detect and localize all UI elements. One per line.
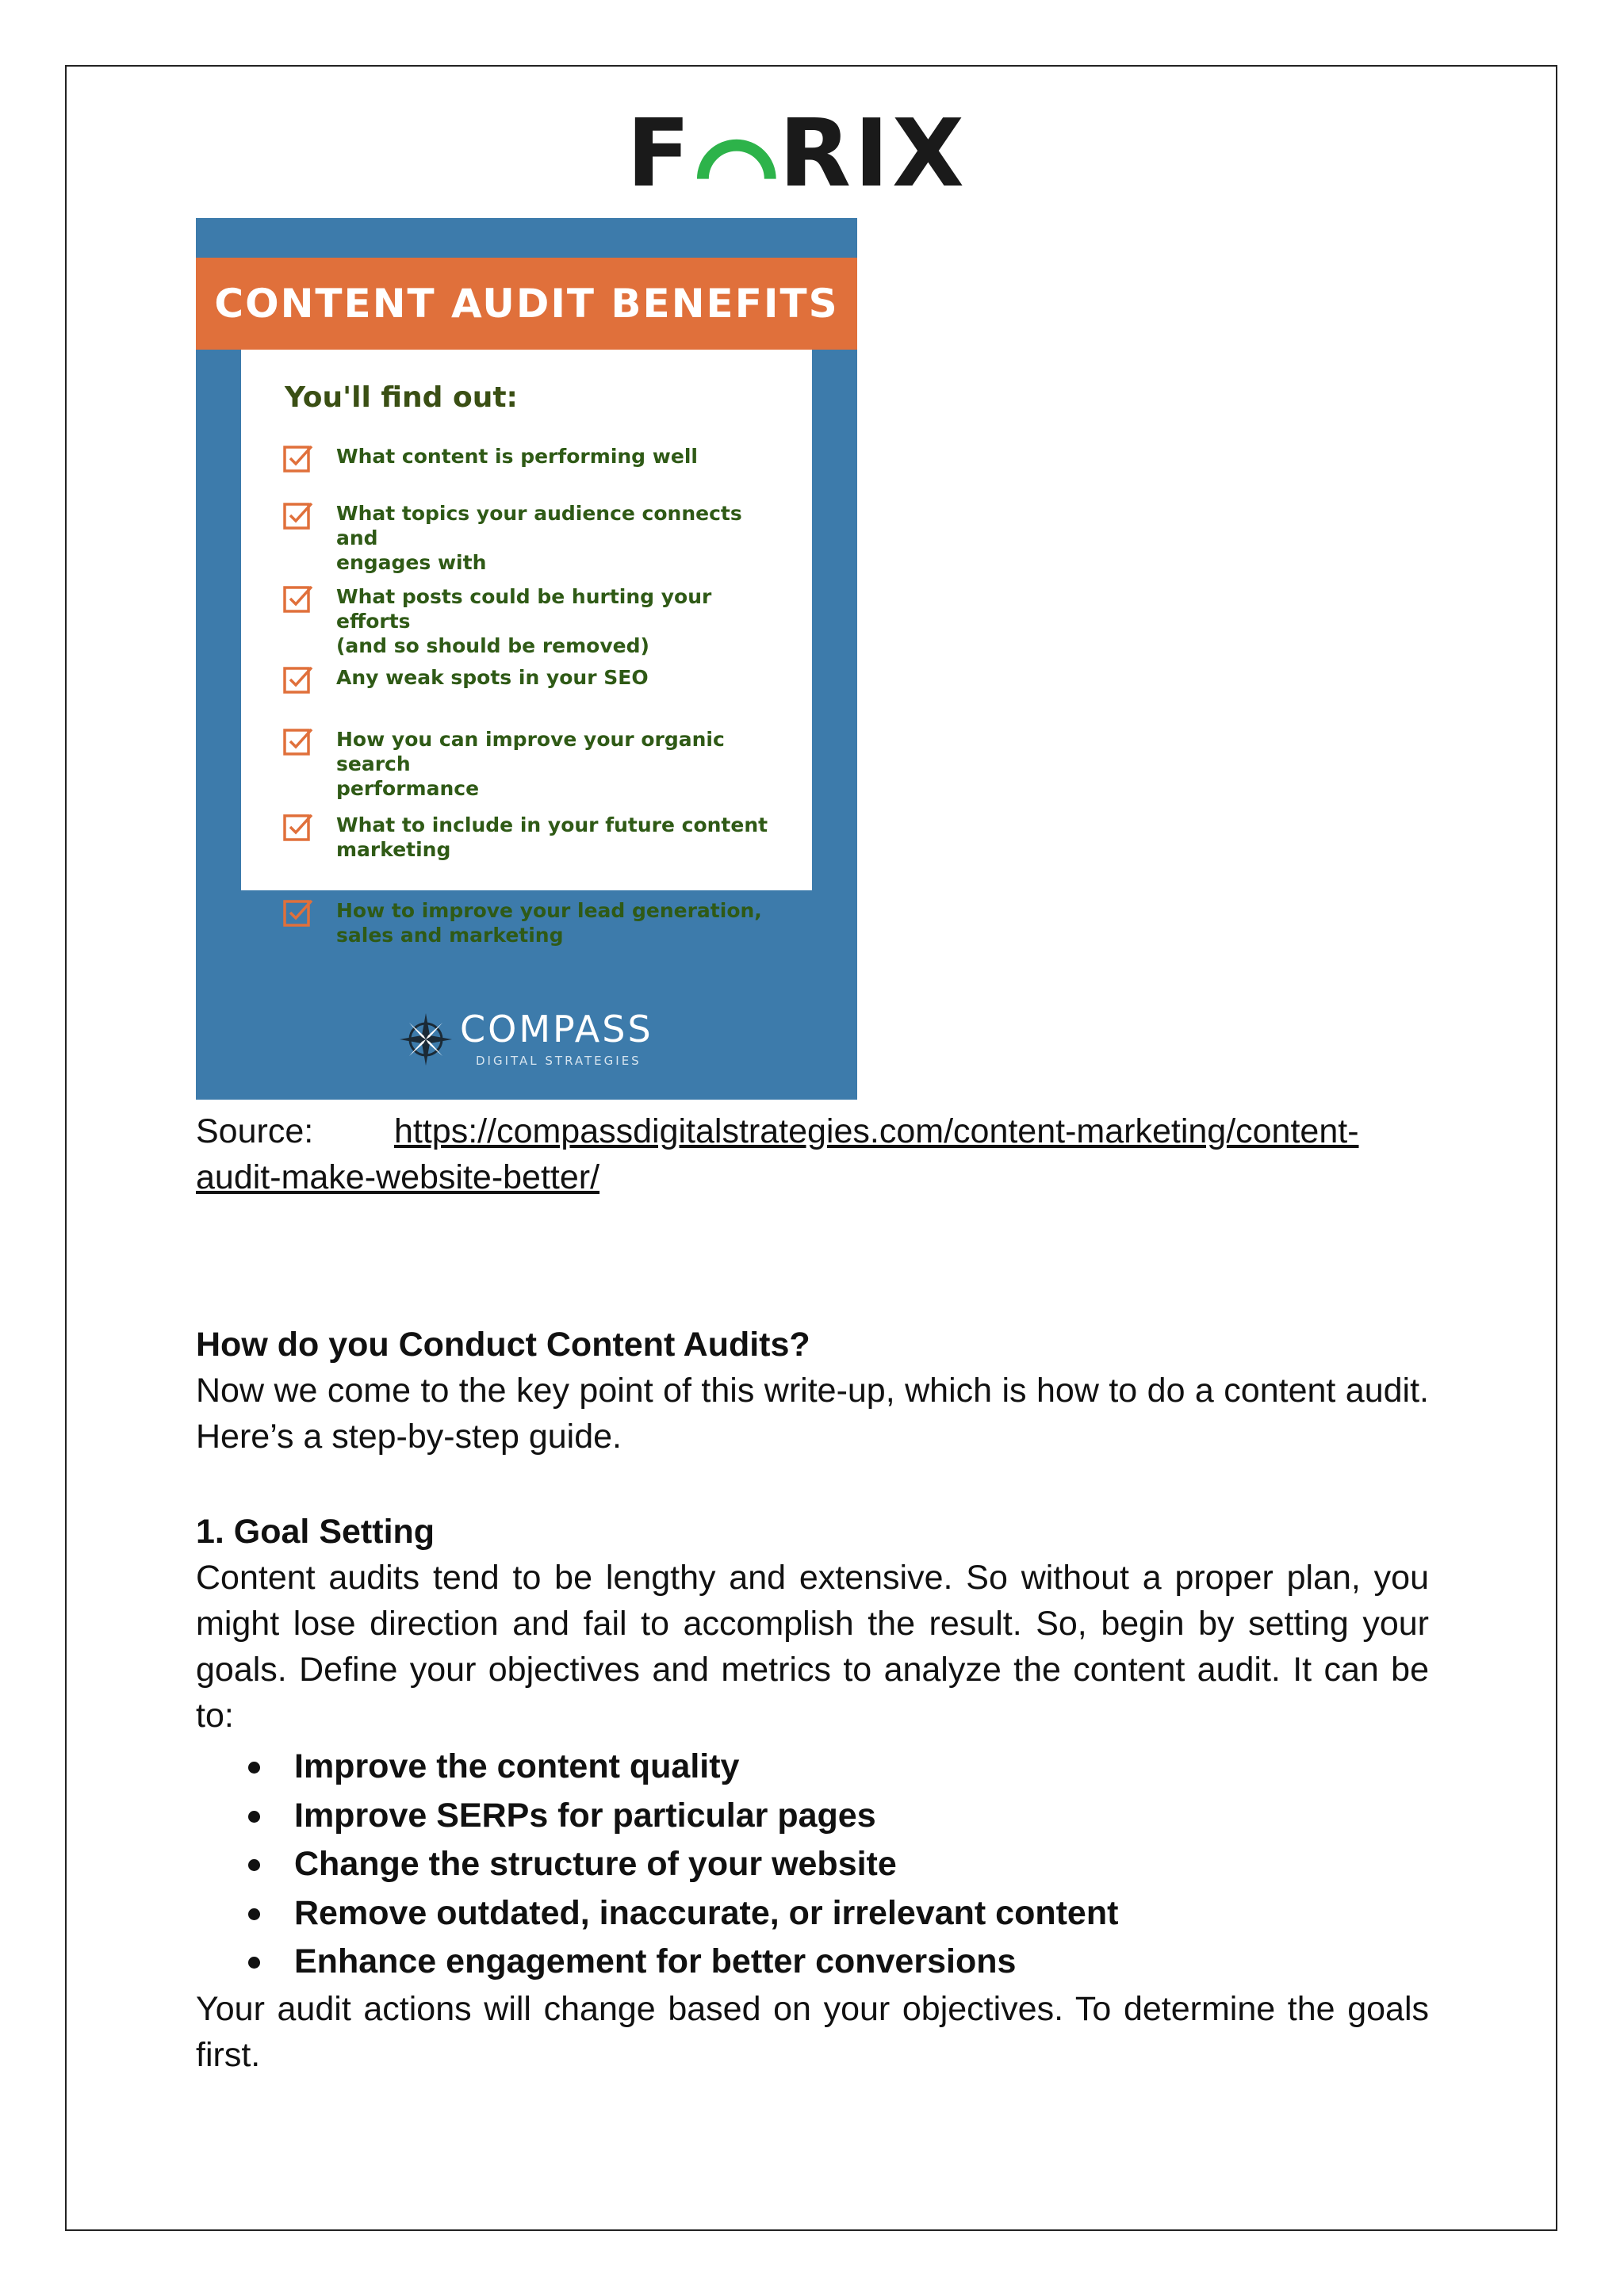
benefit-text: sales and marketing — [336, 924, 564, 947]
benefit-text: How you can improve your organic search — [336, 728, 725, 775]
list-item — [196, 1889, 1118, 1938]
bullet-icon — [248, 1811, 260, 1823]
benefit-text: performance — [336, 777, 480, 800]
benefit-item — [282, 727, 790, 801]
benefit-text: What posts could be hurting your efforts — [336, 585, 712, 633]
section-heading: 1. Goal Setting — [196, 1513, 435, 1551]
checkbox-icon — [282, 664, 314, 695]
benefit-item — [282, 584, 790, 658]
infographic-title: CONTENT AUDIT BENEFITS — [196, 258, 857, 350]
source-citation — [196, 1108, 1429, 1200]
source-link[interactable]: https://compassdigitalstrategies.com/content-marketing/content- — [394, 1112, 1359, 1150]
section-goal-setting — [196, 1509, 1429, 1739]
logo-letters-rix: RIX — [779, 98, 967, 208]
forix-logo — [626, 98, 967, 208]
checkbox-icon — [282, 897, 314, 928]
checkbox-icon — [282, 442, 314, 474]
goals-list — [196, 1743, 1118, 1987]
compass-brand-name: COMPASS — [460, 1008, 653, 1050]
checkbox-icon — [282, 811, 314, 843]
compass-logo — [398, 1008, 653, 1068]
checkbox-icon — [282, 725, 314, 757]
benefit-text: What to include in your future content — [336, 813, 768, 836]
benefit-item — [282, 444, 790, 474]
list-item — [196, 1938, 1118, 1987]
benefit-item — [282, 501, 790, 575]
compass-star-icon — [398, 1012, 454, 1067]
list-item-text: Improve the content quality — [294, 1747, 740, 1785]
benefit-text: marketing — [336, 838, 451, 861]
benefit-text: Any weak spots in your SEO — [336, 666, 649, 689]
source-label: Source: — [196, 1112, 314, 1150]
benefit-text: What topics your audience connects and — [336, 502, 742, 549]
list-item — [196, 1792, 1118, 1841]
benefit-text: (and so should be removed) — [336, 634, 649, 657]
list-item-text: Enhance engagement for better conversions — [294, 1942, 1017, 1980]
source-link-continued[interactable]: audit-make-website-better/ — [196, 1158, 600, 1196]
section-conduct-audits — [196, 1322, 1429, 1460]
benefit-text: What content is performing well — [336, 445, 698, 468]
infographic-heading: You'll find out: — [285, 381, 518, 414]
bullet-icon — [248, 1762, 260, 1774]
content-audit-infographic — [196, 218, 857, 1100]
compass-brand-subtitle: DIGITAL STRATEGIES — [476, 1054, 642, 1068]
section-heading: How do you Conduct Content Audits? — [196, 1326, 810, 1364]
benefit-text: How to improve your lead generation, — [336, 899, 762, 922]
infographic-panel — [241, 350, 812, 947]
checkbox-icon — [282, 499, 314, 531]
list-item-text: Improve SERPs for particular pages — [294, 1796, 876, 1835]
bullet-icon — [248, 1859, 260, 1871]
logo-arc-icon — [692, 115, 781, 190]
benefit-item — [282, 898, 790, 947]
logo-letter-f: F — [626, 98, 694, 208]
benefit-item — [282, 665, 790, 695]
benefit-item — [282, 813, 790, 862]
section-paragraph: Content audits tend to be lengthy and extensive. So without a proper plan, you might lose direction and fail to accomplish the result. So, begin by setting your goals. Define your objectives and metrics to analyze the content audit. It can be to: — [196, 1559, 1429, 1735]
list-item-text: Remove outdated, inaccurate, or irrelevant content — [294, 1893, 1119, 1932]
closing-paragraph: Your audit actions will change based on your objectives. To determine the goals first. — [196, 1990, 1429, 2074]
bullet-icon — [248, 1957, 260, 1969]
bullet-icon — [248, 1908, 260, 1920]
section-paragraph: Now we come to the key point of this write-up, which is how to do a content audit. Here’s a step-by-step guide. — [196, 1372, 1429, 1456]
list-item-text: Change the structure of your website — [294, 1845, 897, 1883]
list-item — [196, 1840, 1118, 1889]
list-item — [196, 1743, 1118, 1792]
benefit-text: engages with — [336, 551, 487, 574]
checkbox-icon — [282, 583, 314, 614]
